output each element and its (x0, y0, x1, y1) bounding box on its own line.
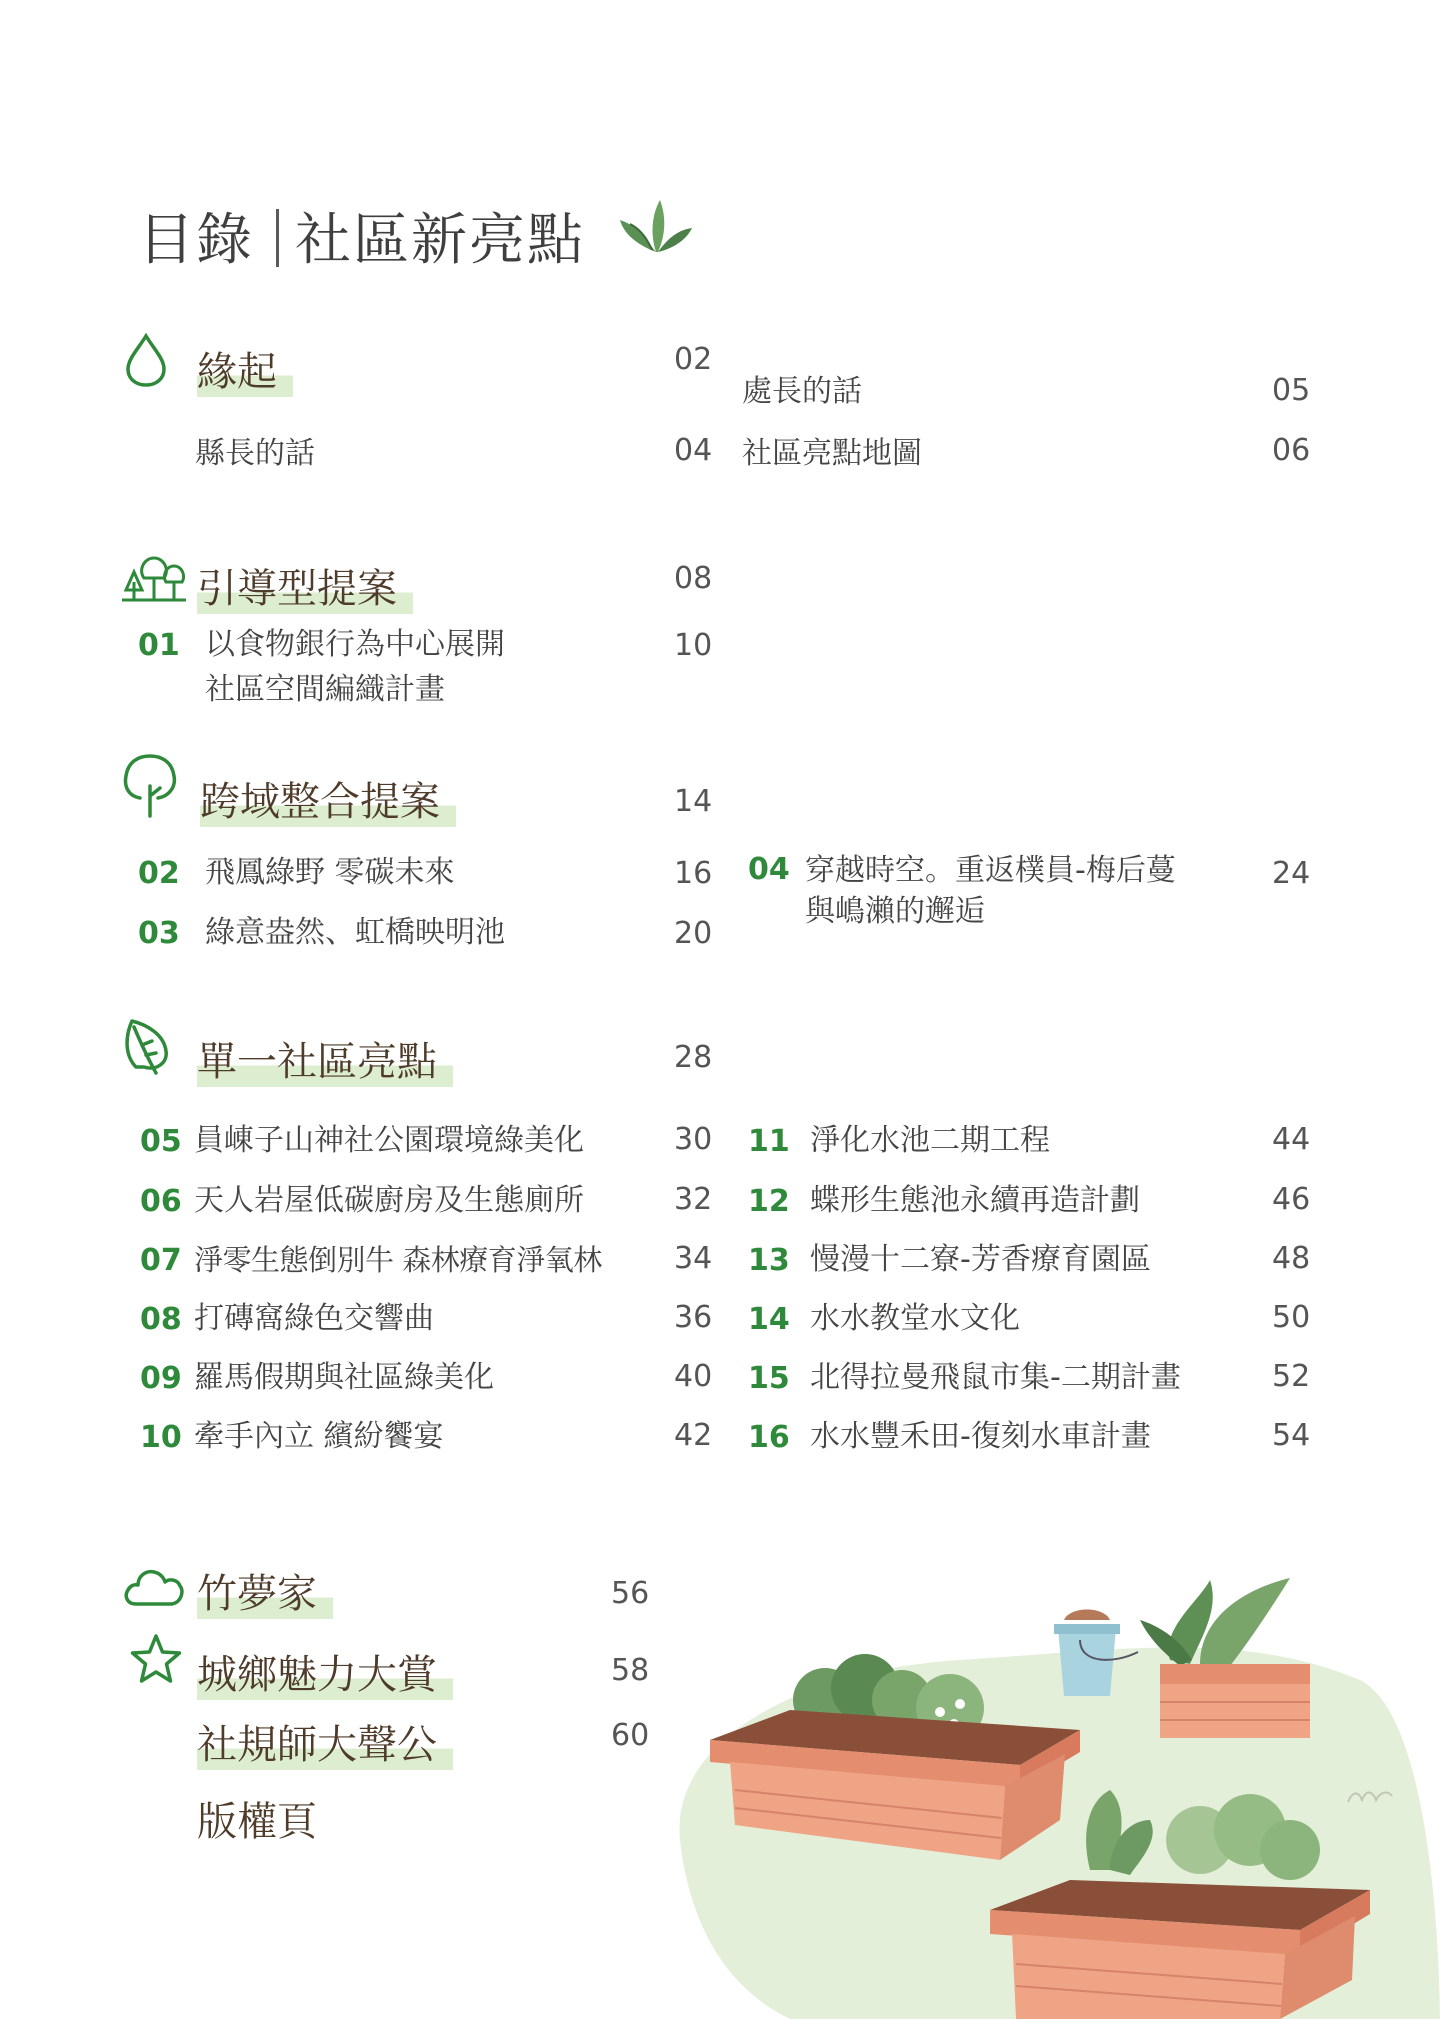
guided-item-line1[interactable]: 以食物銀行為中心展開 (205, 627, 505, 662)
cross-item-line1[interactable]: 穿越時空。重返樸員-梅后蔓 (805, 853, 1176, 888)
trees-icon (120, 552, 188, 604)
item-number: 15 (748, 1361, 790, 1396)
tree-icon (122, 752, 178, 820)
item-number: 07 (140, 1243, 182, 1278)
item-number: 01 (138, 628, 180, 663)
single-item-label[interactable]: 天人岩屋低碳廚房及生態廁所 (194, 1183, 584, 1218)
origin-item-label[interactable]: 社區亮點地圖 (742, 436, 922, 471)
item-number: 02 (138, 856, 180, 891)
item-number: 06 (140, 1184, 182, 1219)
section-single-title[interactable]: 單一社區亮點 (197, 1030, 453, 1087)
page-title (138, 196, 585, 276)
origin-item-label[interactable]: 縣長的話 (195, 436, 315, 471)
item-number: 13 (748, 1243, 790, 1278)
section-cross-title[interactable]: 跨域整合提案 (200, 770, 456, 827)
item-number: 16 (748, 1420, 790, 1455)
cloud-icon (122, 1566, 186, 1610)
cross-item-label[interactable]: 飛鳳綠野 零碳未來 (205, 855, 455, 890)
garden-illustration (640, 1540, 1440, 2019)
single-item-page: 34 (674, 1241, 713, 1276)
single-item-page: 50 (1272, 1300, 1311, 1335)
item-number: 14 (748, 1302, 790, 1337)
bottom-item-label[interactable]: 竹夢家 (197, 1562, 333, 1619)
single-item-label[interactable]: 員崠子山神社公園環境綠美化 (194, 1123, 584, 1158)
single-item-page: 54 (1272, 1418, 1311, 1453)
single-item-page: 30 (674, 1122, 713, 1157)
bottom-item-page: 58 (611, 1653, 650, 1688)
origin-item-page: 04 (674, 433, 713, 468)
single-item-label[interactable]: 打磚窩綠色交響曲 (194, 1301, 434, 1336)
single-item-page: 48 (1272, 1241, 1311, 1276)
title-sub: 社區新亮點 (295, 208, 585, 273)
section-guided-title[interactable]: 引導型提案 (197, 557, 413, 614)
item-number: 10 (140, 1420, 182, 1455)
origin-item-label[interactable]: 處長的話 (742, 374, 862, 409)
cross-item-page: 20 (674, 916, 713, 951)
item-number: 11 (748, 1124, 790, 1159)
bottom-item-label[interactable]: 城鄉魅力大賞 (197, 1643, 453, 1700)
bottom-item-label[interactable]: 版權頁 (197, 1799, 317, 1845)
title-divider (276, 209, 279, 267)
item-number: 09 (140, 1361, 182, 1396)
cross-item-line2[interactable]: 與嶋瀨的邂逅 (805, 894, 985, 929)
section-cross-page: 14 (674, 784, 713, 819)
single-item-page: 46 (1272, 1182, 1311, 1217)
item-number: 04 (748, 852, 790, 887)
section-origin-title[interactable]: 緣起 (197, 340, 293, 397)
cross-item-page: 24 (1272, 856, 1311, 891)
origin-item-page: 05 (1272, 373, 1311, 408)
origin-item-page: 06 (1272, 433, 1311, 468)
single-item-label[interactable]: 羅馬假期與社區綠美化 (194, 1360, 494, 1395)
single-item-page: 44 (1272, 1122, 1311, 1157)
section-single-page: 28 (674, 1040, 713, 1075)
single-item-page: 36 (674, 1300, 713, 1335)
section-origin-page: 02 (674, 342, 713, 377)
water-drop-icon (124, 333, 168, 387)
item-number: 12 (748, 1184, 790, 1219)
item-number: 03 (138, 916, 180, 951)
single-item-label[interactable]: 水水教堂水文化 (810, 1301, 1020, 1336)
bottom-item-label[interactable]: 社規師大聲公 (197, 1713, 453, 1770)
cross-item-label[interactable]: 綠意盎然、虹橋映明池 (205, 915, 505, 950)
single-item-label[interactable]: 北得拉曼飛鼠市集-二期計畫 (810, 1360, 1181, 1395)
cross-item-page: 16 (674, 856, 713, 891)
bottom-item-page: 60 (611, 1718, 650, 1753)
bottom-item-page: 56 (611, 1576, 650, 1611)
single-item-page: 40 (674, 1359, 713, 1394)
guided-item-page: 10 (674, 628, 713, 663)
item-number: 05 (140, 1124, 182, 1159)
single-item-label[interactable]: 慢漫十二寮-芳香療育園區 (810, 1242, 1151, 1277)
single-item-page: 52 (1272, 1359, 1311, 1394)
single-item-label[interactable]: 蝶形生態池永續再造計劃 (810, 1183, 1140, 1218)
star-icon (128, 1632, 184, 1686)
guided-item-line2[interactable]: 社區空間編織計畫 (205, 672, 445, 707)
single-item-page: 32 (674, 1182, 713, 1217)
single-item-page: 42 (674, 1418, 713, 1453)
title-main: 目錄 (138, 208, 254, 273)
leaf-icon (122, 1017, 174, 1075)
plant-leaves-icon (616, 194, 696, 258)
single-item-label[interactable]: 牽手內立 繽紛饗宴 (194, 1419, 444, 1454)
section-guided-page: 08 (674, 561, 713, 596)
single-item-label[interactable]: 水水豐禾田-復刻水車計畫 (810, 1419, 1151, 1454)
single-item-label[interactable]: 淨化水池二期工程 (810, 1123, 1050, 1158)
single-item-label[interactable]: 淨零生態倒別牛 森林療育淨氧林 (194, 1243, 602, 1277)
item-number: 08 (140, 1302, 182, 1337)
